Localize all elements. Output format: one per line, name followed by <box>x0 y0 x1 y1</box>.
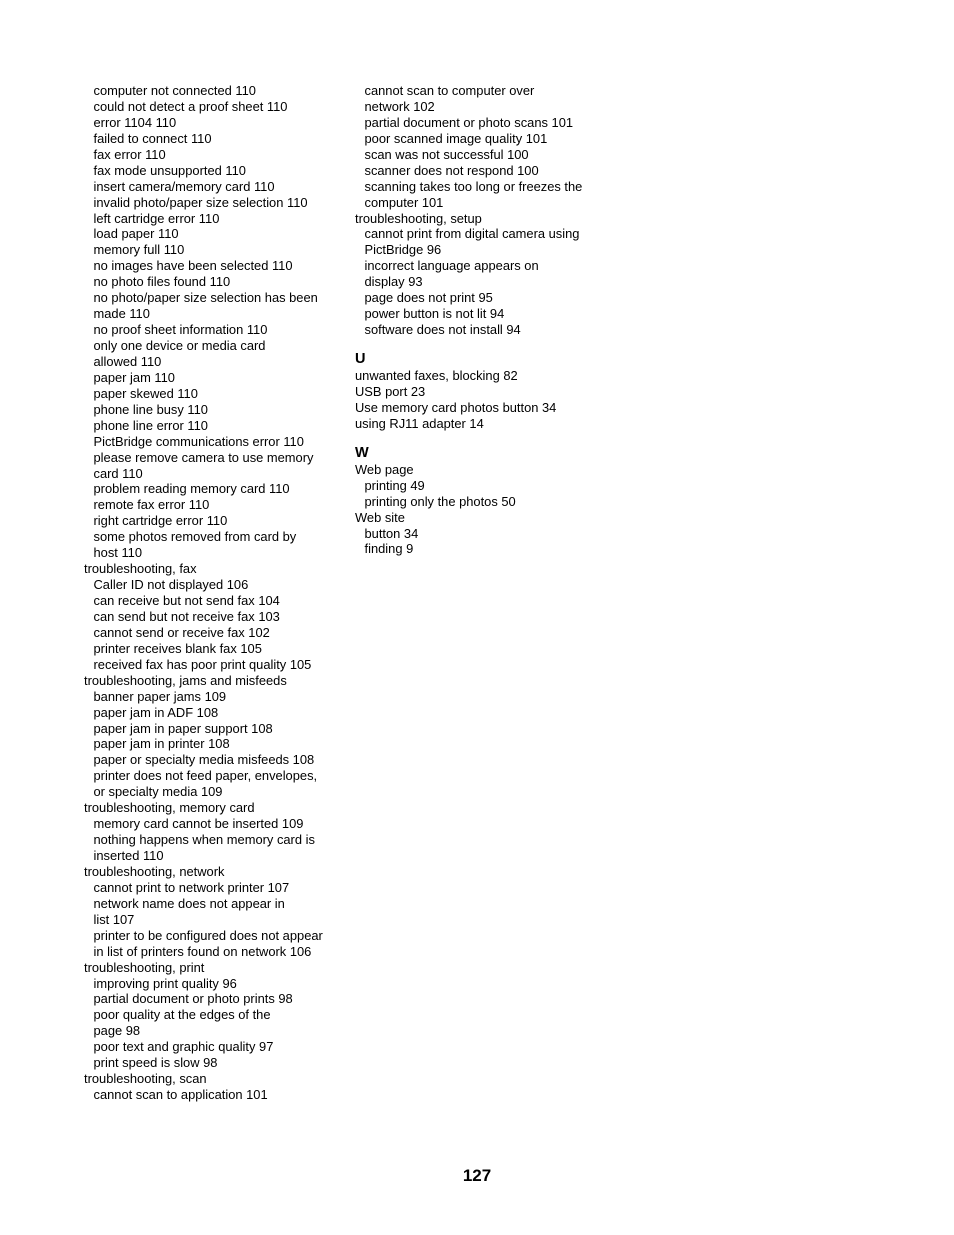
index-subentry: scanning takes too long or freezes the <box>364 178 583 194</box>
index-subentry: some photos removed from card by <box>93 529 297 545</box>
index-entry: Web site <box>355 509 405 525</box>
index-subentry: problem reading memory card 110 <box>93 481 290 497</box>
index-subentry: can send but not receive fax 103 <box>93 608 280 624</box>
index-subentry: poor quality at the edges of the <box>93 1007 271 1023</box>
index-subentry: power button is not lit 94 <box>364 306 505 322</box>
index-subentry: remote fax error 110 <box>93 497 210 513</box>
index-subentry: right cartridge error 110 <box>93 513 228 529</box>
index-entry: troubleshooting, print <box>84 959 205 975</box>
index-subentry: network name does not appear in <box>93 895 285 911</box>
index-subentry: list 107 <box>93 911 135 927</box>
index-subentry: load paper 110 <box>93 226 179 242</box>
index-subentry: PictBridge communications error 110 <box>93 433 304 449</box>
index-subentry: poor text and graphic quality 97 <box>93 1039 274 1055</box>
index-subentry: paper jam 110 <box>93 369 175 385</box>
index-subentry: partial document or photo scans 101 <box>364 114 574 130</box>
index-subentry: printer to be configured does not appear <box>93 927 323 943</box>
index-subentry: page 98 <box>93 1023 141 1039</box>
index-subentry: printer does not feed paper, envelopes, <box>93 768 318 784</box>
index-subentry: poor scanned image quality 101 <box>364 130 548 146</box>
index-subentry: finding 9 <box>364 541 414 557</box>
index-subentry: inserted 110 <box>93 848 164 863</box>
index-subentry: can receive but not send fax 104 <box>93 593 280 608</box>
index-entry: unwanted faxes, blocking 82 <box>355 368 518 383</box>
index-subentry: insert camera/memory card 110 <box>93 178 275 194</box>
index-subentry: phone line error 110 <box>93 417 208 433</box>
index-subentry: could not detect a proof sheet 110 <box>93 98 288 114</box>
index-subentry: cannot print to network printer 107 <box>93 879 290 895</box>
index-subentry: paper or specialty media misfeeds 108 <box>93 752 315 768</box>
index-subentry: improving print quality 96 <box>93 975 237 991</box>
index-subentry: paper jam in paper support 108 <box>93 720 273 736</box>
index-entry: Web page <box>355 461 414 477</box>
index-subentry: host 110 <box>93 545 142 561</box>
index-subentry: incorrect language appears on <box>364 258 539 274</box>
index-subentry: fax error 110 <box>93 146 166 162</box>
index-subentry: error 1104 110 <box>93 114 177 130</box>
index-subentry: only one device or media card <box>93 338 266 353</box>
index-subentry: paper jam in printer 108 <box>93 736 230 752</box>
index-subentry: failed to connect 110 <box>93 130 212 146</box>
index-entry: troubleshooting, network <box>84 863 225 879</box>
index-subentry: Caller ID not displayed 106 <box>93 577 249 593</box>
index-letter-heading: U <box>355 351 366 367</box>
index-entry: Use memory card photos button 34 <box>355 399 557 415</box>
index-subentry: memory full 110 <box>93 242 185 258</box>
index-subentry: software does not install 94 <box>364 322 521 338</box>
index-subentry: paper jam in ADF 108 <box>93 704 219 720</box>
index-subentry: print speed is slow 98 <box>93 1055 218 1071</box>
index-subentry: button 34 <box>364 525 419 541</box>
index-entry: using RJ11 adapter 14 <box>355 415 484 431</box>
index-subentry: no photo files found 110 <box>93 274 231 290</box>
index-subentry: cannot send or receive fax 102 <box>93 624 270 640</box>
index-subentry: printing only the photos 50 <box>364 493 516 509</box>
index-subentry: phone line busy 110 <box>93 401 208 417</box>
index-subentry: PictBridge 96 <box>364 242 442 258</box>
index-subentry: left cartridge error 110 <box>93 210 220 226</box>
index-subentry: or specialty media 109 <box>93 784 223 800</box>
index-subentry: no images have been selected 110 <box>93 258 293 274</box>
page-number: 127 <box>462 1166 492 1185</box>
index-subentry: in list of printers found on network 106 <box>93 943 312 959</box>
index-subentry: display 93 <box>364 274 423 290</box>
index-entry: troubleshooting, memory card <box>84 800 255 816</box>
index-subentry: computer not connected 110 <box>93 83 256 98</box>
index-subentry: cannot print from digital camera using <box>364 226 580 242</box>
index-subentry: fax mode unsupported 110 <box>93 162 246 178</box>
index-subentry: please remove camera to use memory <box>93 449 314 465</box>
index-subentry: cannot scan to computer over <box>364 83 535 98</box>
index-subentry: memory card cannot be inserted 109 <box>93 816 304 832</box>
index-subentry: no proof sheet information 110 <box>93 322 268 338</box>
index-subentry: scanner does not respond 100 <box>364 162 539 178</box>
index-column-left <box>84 83 346 1103</box>
index-subentry: banner paper jams 109 <box>93 688 227 704</box>
index-subentry: allowed 110 <box>93 353 162 369</box>
index-subentry: computer 101 <box>364 194 444 210</box>
index-entry: troubleshooting, setup <box>355 210 482 226</box>
index-subentry: printer receives blank fax 105 <box>93 640 262 656</box>
index-subentry: page does not print 95 <box>364 290 493 306</box>
index-subentry: no photo/paper size selection has been <box>93 290 318 306</box>
index-entry: troubleshooting, scan <box>84 1071 207 1087</box>
index-subentry: cannot scan to application 101 <box>93 1087 268 1103</box>
index-subentry: invalid photo/paper size selection 110 <box>93 194 308 210</box>
index-subentry: paper skewed 110 <box>93 385 198 401</box>
index-subentry: partial document or photo prints 98 <box>93 991 293 1007</box>
index-subentry: card 110 <box>93 465 143 481</box>
index-entry: troubleshooting, jams and misfeeds <box>84 672 287 688</box>
index-subentry: network 102 <box>364 98 435 114</box>
index-entry: USB port 23 <box>355 383 426 399</box>
index-column-right <box>355 83 617 557</box>
index-subentry: received fax has poor print quality 105 <box>93 656 312 672</box>
index-subentry: printing 49 <box>364 477 425 493</box>
index-subentry: scan was not successful 100 <box>364 146 529 162</box>
index-subentry: nothing happens when memory card is <box>93 832 315 848</box>
index-entry: troubleshooting, fax <box>84 561 197 577</box>
index-letter-heading: W <box>355 444 369 461</box>
index-subentry: made 110 <box>93 306 150 322</box>
